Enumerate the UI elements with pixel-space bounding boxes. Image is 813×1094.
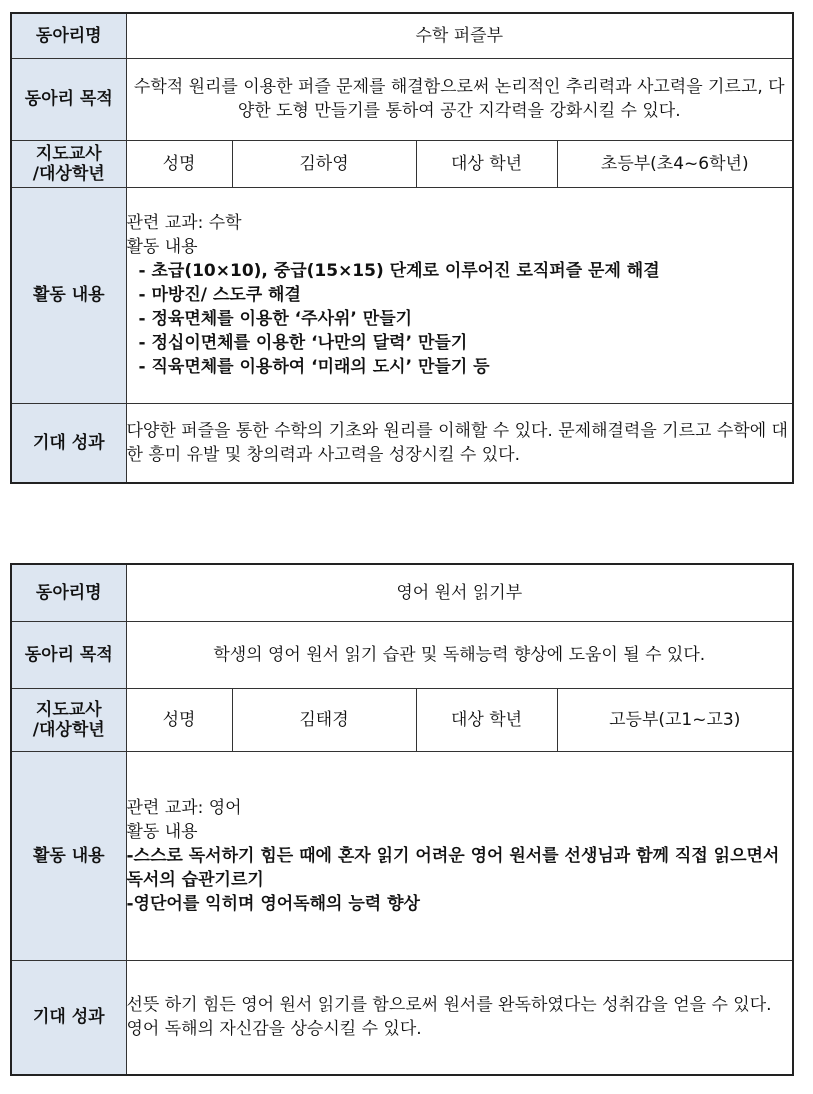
label-club-purpose: 동아리 목적	[11, 621, 126, 688]
activity-item: - 직육면체를 이용하여 ‘미래의 도시’ 만들기 등	[138, 357, 490, 377]
activity-content	[126, 751, 793, 960]
label-club-name: 동아리명	[11, 564, 126, 621]
label-name: 성명	[126, 688, 232, 751]
activity-item: - 마방진/ 스도쿠 해결	[138, 285, 301, 305]
label-teacher-grade: 지도교사 /대상학년	[11, 140, 126, 187]
label-target-grade: 대상 학년	[416, 688, 557, 751]
club-purpose: 수학적 원리를 이용한 퍼즐 문제를 해결함으로써 논리적인 추리력과 사고력을 기르고, 다양한 도형 만들기를 통하여 공간 지각력을 강화시킬 수 있다.	[126, 58, 793, 140]
label-teacher-grade: 지도교사 /대상학년	[11, 688, 126, 751]
activity-item: - 정육면체를 이용한 ‘주사위’ 만들기	[138, 309, 413, 329]
activity-item: - 정십이면체를 이용한 ‘나만의 달력’ 만들기	[138, 333, 468, 353]
related-subject: 관련 교과: 수학	[126, 213, 242, 233]
teacher-name: 김하영	[232, 140, 416, 187]
club-name: 영어 원서 읽기부	[126, 564, 793, 621]
label-club-name: 동아리명	[11, 13, 126, 58]
activity-title: 활동 내용	[126, 237, 198, 257]
activity-content	[126, 187, 793, 403]
label-name: 성명	[126, 140, 232, 187]
label-outcome: 기대 성과	[11, 960, 126, 1075]
expected-outcome: 다양한 퍼즐을 통한 수학의 기초와 원리를 이해할 수 있다. 문제해결력을 기르고 수학에 대한 흥미 유발 및 창의력과 사고력을 성장시킬 수 있다.	[126, 403, 793, 483]
label-activity: 활동 내용	[11, 751, 126, 960]
label-activity: 활동 내용	[11, 187, 126, 403]
club-purpose: 학생의 영어 원서 읽기 습관 및 독해능력 향상에 도움이 될 수 있다.	[126, 621, 793, 688]
activity-item: -영단어를 익히며 영어독해의 능력 향상	[126, 893, 420, 914]
target-grade: 고등부(고1~고3)	[557, 688, 793, 751]
related-subject: 관련 교과: 영어	[126, 797, 242, 818]
label-club-purpose: 동아리 목적	[11, 58, 126, 140]
label-target-grade: 대상 학년	[416, 140, 557, 187]
activity-item: -스스로 독서하기 힘든 때에 혼자 읽기 어려운 영어 원서를 선생님과 함께 직접 읽으면서 독서의 습관기르기	[126, 845, 780, 890]
club-table-english	[10, 563, 794, 1076]
label-outcome: 기대 성과	[11, 403, 126, 483]
target-grade: 초등부(초4~6학년)	[557, 140, 793, 187]
teacher-name: 김태경	[232, 688, 416, 751]
club-name: 수학 퍼즐부	[126, 13, 793, 58]
activity-item: - 초급(10×10), 중급(15×15) 단계로 이루어진 로직퍼즐 문제 해결	[138, 261, 660, 281]
activity-title: 활동 내용	[126, 821, 198, 842]
club-table-math	[10, 12, 794, 484]
expected-outcome: 선뜻 하기 힘든 영어 원서 읽기를 함으로써 원서를 완독하였다는 성취감을 얻을 수 있다. 영어 독해의 자신감을 상승시킬 수 있다.	[126, 960, 793, 1075]
